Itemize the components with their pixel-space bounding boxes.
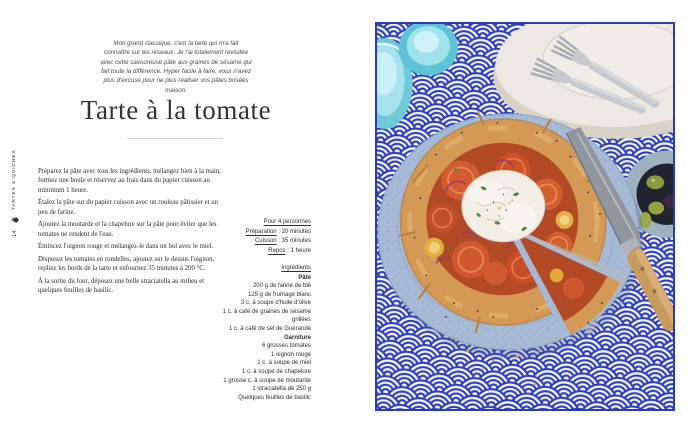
intro-quote: Mon grand classique, c'est la tarte qui m'a fait connaître sur les réseaux. Je l'ai totalement revisitée avec cette savoureuse pâte aux graines de sésame qui fait toute la différence. Hyper facile à faire, vous n'avez plus d'excuse pour ne plus réaliser vos pâtes brisées maison. bbox=[100, 40, 252, 94]
recipe-steps bbox=[38, 167, 221, 299]
ingredient: 125 g de fromage blanc bbox=[247, 291, 311, 298]
step: Ajoutez la moutarde et la chapelure sur la pâte pour éviter que les tomates ne rendent de l'eau. bbox=[38, 221, 217, 238]
ingredient: 1 c. à café de graines de sésame grillées bbox=[222, 308, 311, 324]
ingredient: 6 grosses tomates bbox=[261, 343, 311, 350]
title-divider bbox=[127, 138, 223, 139]
section-garniture: Garniture bbox=[283, 334, 311, 341]
straciatella bbox=[462, 170, 545, 241]
page-number: 14 bbox=[11, 230, 18, 237]
recipe-title: Tarte à la tomate bbox=[80, 95, 272, 125]
ingredient: 1 c. à soupe de chapelure bbox=[241, 369, 311, 376]
recipe-meta-column bbox=[211, 218, 311, 402]
ingredients-heading: Ingrédients bbox=[281, 265, 311, 271]
servings: Pour 4 personnes bbox=[263, 219, 311, 225]
step: À la sortie du four, déposez une belle straciatella au milieu et quelques feuilles de basilic. bbox=[38, 278, 205, 295]
rest-time: Repos : 1 heure bbox=[268, 247, 311, 254]
ingredient: 3 c. à soupe d'huile d'olive bbox=[240, 300, 311, 307]
ingredient: 1 c. à soupe de miel bbox=[257, 360, 311, 367]
ingredient: 1 grosse c. à soupe de moutarde bbox=[223, 377, 311, 384]
step: Disposez les tomates en rondelles, ajoutez sur le dessus l'oignon, repliez les bords de la tarte et enfournez 35 minutes à 200 °C. bbox=[38, 256, 215, 273]
section-pate: Pâte bbox=[298, 274, 311, 281]
tomato-sprig-icon bbox=[6, 216, 24, 224]
recipe-photo bbox=[375, 22, 675, 411]
chapter-label: TARTES & QUICHES bbox=[12, 149, 17, 211]
ingredient: 200 g de farine de blé bbox=[252, 283, 311, 290]
cook-time: Cuisson : 35 minutes bbox=[254, 238, 311, 244]
ingredient: 1 oignon rouge bbox=[270, 351, 311, 358]
step: Étalez la pâte sur du papier cuisson avec un rouleau pâtissier et un peu de farine. bbox=[38, 199, 219, 216]
ingredient: 1 c. à café de sel de Guérande bbox=[228, 326, 311, 333]
step: Émincez l'oignon rouge et mélangez-le dans un bol avec le miel. bbox=[38, 243, 214, 251]
step: Préparez la pâte avec tous les ingrédients, mélangez bien à la main, formez une boule et réservez au frais dans du papier cuisson au minimum 1 heure. bbox=[38, 168, 221, 194]
ingredient: 1 straciatella de 250 g bbox=[252, 386, 311, 393]
prep-time: Préparation : 20 minutes bbox=[245, 228, 311, 235]
ingredient: Quelques feuilles de basilic bbox=[238, 394, 311, 401]
